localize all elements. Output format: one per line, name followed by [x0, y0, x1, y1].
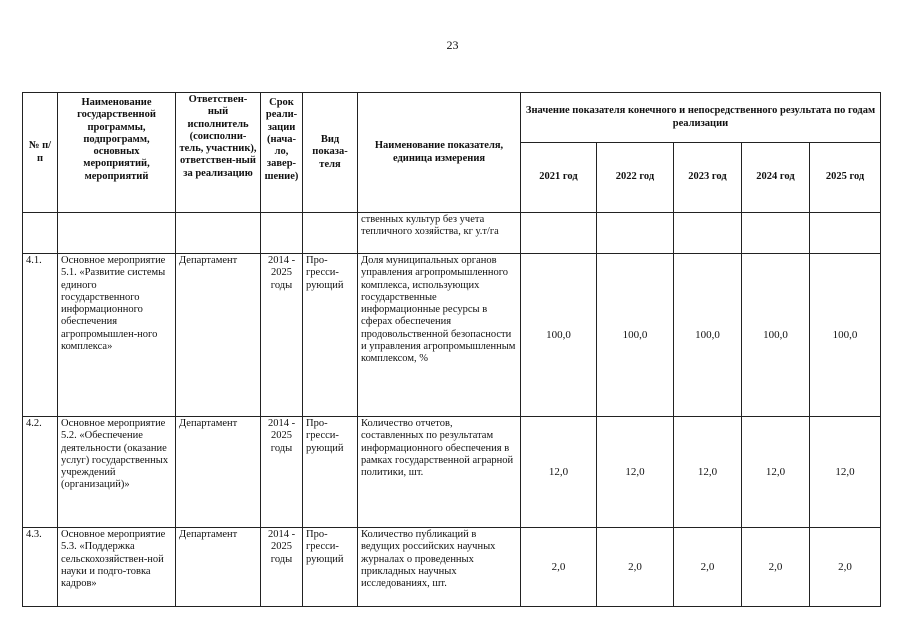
header-year-2025: 2025 год	[810, 143, 881, 213]
header-term: Срок реали-зации (нача-ло, завер-шение)	[261, 93, 303, 213]
term-cell: 2014 - 2025 годы	[261, 528, 303, 607]
value-2021: 12,0	[521, 417, 597, 528]
header-year-2022: 2022 год	[597, 143, 674, 213]
table-row	[23, 528, 881, 607]
program-cell: Основное мероприятие 5.1. «Развитие системы единого государственного информационного обеспечения агропромышлен-ного комплекса»	[58, 254, 176, 417]
value-2021: 100,0	[521, 254, 597, 417]
indicators-table	[22, 92, 881, 607]
header-year-2024: 2024 год	[742, 143, 810, 213]
indicator-cell: Количество публикаций в ведущих российских научных журналах о проведенных прикладных научных исследованиях, шт.	[358, 528, 521, 607]
type-cell: Про-гресси-рующий	[303, 417, 358, 528]
value-2025: 100,0	[810, 254, 881, 417]
header-type: Вид показа-теля	[303, 93, 358, 213]
type-cell: Про-гресси-рующий	[303, 528, 358, 607]
header-values-group: Значение показателя конечного и непосредственного результата по годам реализации	[521, 93, 881, 143]
table-row	[23, 254, 881, 417]
term-cell: 2014 - 2025 годы	[261, 254, 303, 417]
value-2025: 12,0	[810, 417, 881, 528]
responsible-cell: Департамент	[176, 417, 261, 528]
indicator-cell: Доля муниципальных органов управления агропромышленного комплекса, использующих государственные информационные ресурсы в сферах обеспечения продовольственной безопасности и управления агропромышленным комплексом, %	[358, 254, 521, 417]
responsible-cell: Департамент	[176, 528, 261, 607]
row-number: 4.1.	[23, 254, 58, 417]
header-num: № п/п	[23, 93, 58, 213]
value-2021: 2,0	[521, 528, 597, 607]
header-year-2021: 2021 год	[521, 143, 597, 213]
value-2023: 100,0	[674, 254, 742, 417]
value-2023: 12,0	[674, 417, 742, 528]
program-cell: Основное мероприятие 5.3. «Поддержка сельскохозяйствен-ной науки и подго-товка кадров»	[58, 528, 176, 607]
header-responsible: Ответствен-ный исполнитель (соисполни-тель, участник), ответствен-ный за реализацию	[176, 93, 261, 213]
table-row	[23, 417, 881, 528]
value-2022: 100,0	[597, 254, 674, 417]
row-number: 4.2.	[23, 417, 58, 528]
header-year-2023: 2023 год	[674, 143, 742, 213]
row-number: 4.3.	[23, 528, 58, 607]
value-2024: 2,0	[742, 528, 810, 607]
page-number: 23	[446, 38, 459, 52]
header-indicator: Наименование показателя, единица измерения	[358, 93, 521, 213]
value-2025: 2,0	[810, 528, 881, 607]
header-program: Наименование государственной программы, подпрограмм, основных мероприятий, мероприятий	[58, 93, 176, 213]
table-row-continuation	[23, 213, 881, 254]
value-2024: 100,0	[742, 254, 810, 417]
program-cell: Основное мероприятие 5.2. «Обеспечение деятельности (оказание услуг) государственных учреждений (организаций)»	[58, 417, 176, 528]
value-2024: 12,0	[742, 417, 810, 528]
responsible-cell: Департамент	[176, 254, 261, 417]
indicator-cell: Количество отчетов, составленных по результатам информационного обеспечения в рамках государственной аграрной политики, шт.	[358, 417, 521, 528]
value-2022: 12,0	[597, 417, 674, 528]
term-cell: 2014 - 2025 годы	[261, 417, 303, 528]
value-2023: 2,0	[674, 528, 742, 607]
type-cell: Про-гресси-рующий	[303, 254, 358, 417]
indicator-cell: ственных культур без учета тепличного хозяйства, кг у.т/га	[358, 213, 521, 254]
value-2022: 2,0	[597, 528, 674, 607]
